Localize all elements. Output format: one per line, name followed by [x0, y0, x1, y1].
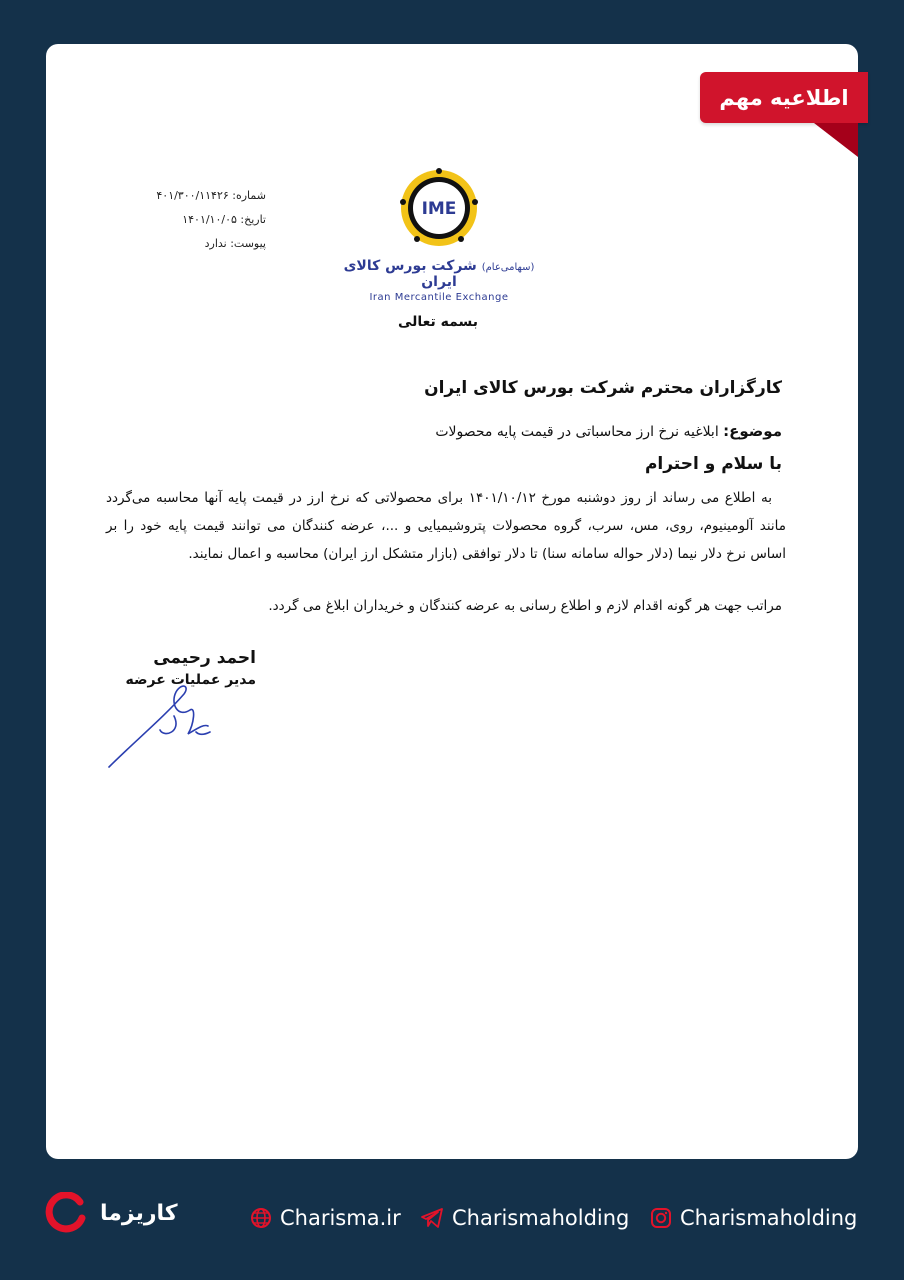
logo-name-fa-suffix: (سهامی‌عام) [481, 262, 535, 273]
telegram-link[interactable] [420, 1206, 629, 1230]
logo-name-en: Iran Mercantile Exchange [369, 292, 509, 303]
letter-card [46, 44, 858, 1159]
subject-label: موضوع: [723, 422, 782, 440]
telegram-label: Charismaholding [452, 1206, 630, 1230]
charisma-logo-icon [44, 1192, 86, 1234]
telegram-icon [420, 1207, 444, 1229]
website-link[interactable] [250, 1206, 401, 1230]
addressee: کارگزاران محترم شرکت بورس کالای ایران [424, 378, 782, 398]
letter-closing: مراتب جهت هر گونه اقدام لازم و اطلاع رسانی به عرضه کنندگان و خریداران ابلاغ می گردد. [268, 598, 782, 614]
brand-name: کاریزما [100, 1200, 178, 1226]
ribbon-fold [814, 123, 858, 157]
instagram-icon [650, 1207, 672, 1229]
footer [0, 1186, 904, 1256]
subject-text: ابلاغیه نرخ ارز محاسباتی در قیمت پایه محصولات [435, 424, 719, 440]
basmala: بسمه تعالی [397, 314, 479, 330]
signer-title: مدیر عملیات عرضه [125, 672, 256, 688]
logo-name-fa: شرکت بورس کالای ایران [343, 258, 477, 290]
website-label: Charisma.ir [280, 1206, 401, 1230]
instagram-link[interactable] [650, 1206, 857, 1230]
letter-date: تاریخ: ۱۴۰۱/۱۰/۰۵ [182, 213, 266, 226]
logo-mark: IME [421, 199, 457, 219]
letter-reference [96, 184, 266, 256]
greeting: با سلام و احترام [644, 454, 782, 474]
important-notice-ribbon: اطلاعیه مهم [700, 72, 868, 123]
letter-body: به اطلاع می رساند از روز دوشنبه مورخ ۱۴۰۱/۱۰/۱۲ برای محصولاتی که نرخ ارز در قیمت پایه آنها محاسبه می‌گردد مانند آلومینیوم، روی، مس، سرب، گروه محصولات پتروشیمیایی و ...، عرضه کنندگان می توانند قیمت پایه خود را بر اساس نرخ دلار نیما (دلار حواله سامانه سنا) تا دلار توافقی (بازار متشکل ارز ایران) محاسبه و اعمال نمایند. [106, 490, 786, 562]
globe-icon [250, 1207, 272, 1229]
charisma-brand [44, 1192, 178, 1234]
signer-name: احمد رحیمی [153, 648, 256, 668]
instagram-label: Charismaholding [680, 1206, 858, 1230]
handwritten-signature [104, 672, 214, 772]
subject-line [162, 422, 782, 440]
letter-attachment: پیوست: ندارد [204, 237, 266, 250]
letter-number: شماره: ۴۰۱/۳۰۰/۱۱۴۲۶ [156, 189, 266, 202]
ime-emblem-icon [397, 166, 481, 250]
ime-logo [334, 166, 544, 303]
